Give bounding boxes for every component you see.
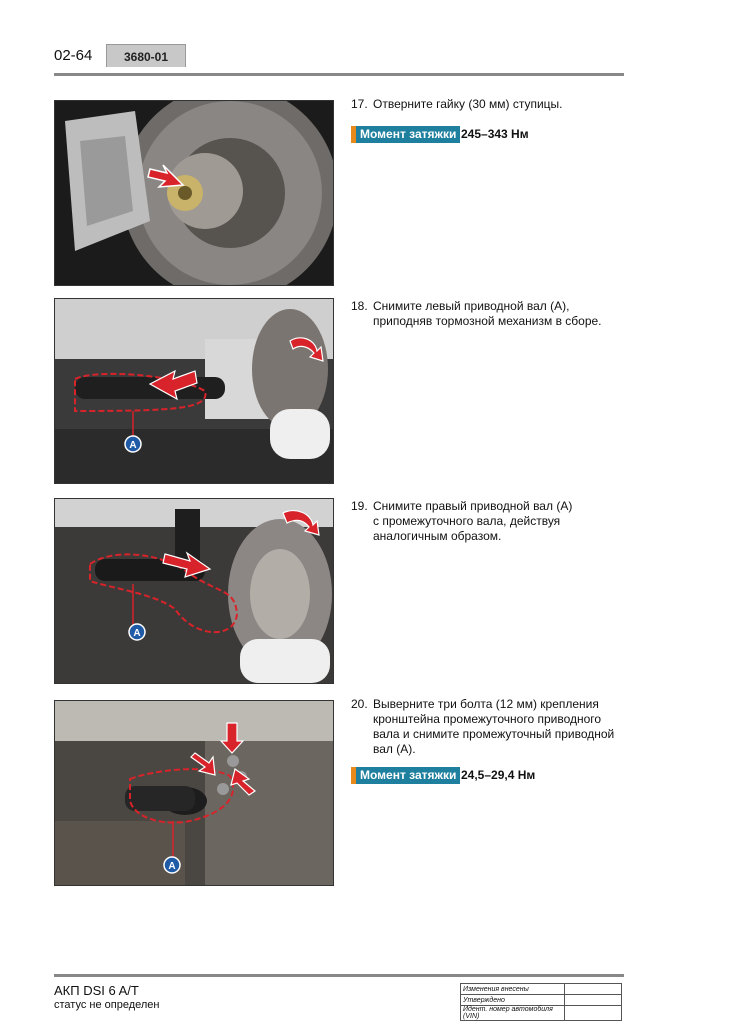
step-number: 18.	[351, 299, 368, 313]
table-row	[461, 984, 622, 995]
footer-status: статус не определен	[54, 999, 160, 1011]
step-17	[351, 97, 631, 112]
step-text: Снимите левый приводной вал (A), приподняв тормозной механизм в сборе.	[373, 299, 602, 328]
callout-a-label: A	[133, 628, 141, 639]
step-text: Выверните три болта (12 мм) крепления кронштейна промежуточного приводного вала и снимите промежуточный приводной вал (A).	[373, 697, 615, 756]
table-cell-label: Идент. номер автомобиля (VIN)	[461, 1006, 565, 1021]
table-row	[461, 1006, 622, 1021]
torque-value: 245–343 Нм	[461, 127, 529, 141]
torque-label: Момент затяжки	[356, 126, 460, 143]
step-text: Отверните гайку (30 мм) ступицы.	[373, 97, 563, 111]
page-number: 02-64	[54, 47, 93, 64]
section-code-tab: 3680-01	[106, 44, 186, 67]
step-number: 20.	[351, 697, 368, 711]
photo-hub-nut	[54, 100, 334, 286]
callout-a-label: A	[168, 861, 176, 872]
step-20	[351, 697, 631, 757]
photo-right-driveshaft	[54, 498, 334, 684]
table-cell-label: Изменения внесены	[461, 984, 565, 995]
torque-value: 24,5–29,4 Нм	[461, 768, 536, 782]
torque-label: Момент затяжки	[356, 767, 460, 784]
table-cell-label: Утверждено	[461, 995, 565, 1006]
photo-left-driveshaft	[54, 298, 334, 484]
step-number: 17.	[351, 97, 368, 111]
footer-title: АКП DSI 6 A/T	[54, 983, 139, 998]
callout-a-label: A	[129, 440, 137, 451]
step-text: Снимите правый приводной вал (A) с промежуточного вала, действуя аналогичным образом.	[373, 499, 573, 543]
step-19	[351, 499, 631, 544]
step-number: 19.	[351, 499, 368, 513]
revision-table	[460, 983, 622, 1021]
step-18	[351, 299, 631, 329]
footer-rule	[54, 974, 624, 977]
table-row	[461, 995, 622, 1006]
header-rule	[54, 73, 624, 76]
photo-intermediate-shaft	[54, 700, 334, 886]
